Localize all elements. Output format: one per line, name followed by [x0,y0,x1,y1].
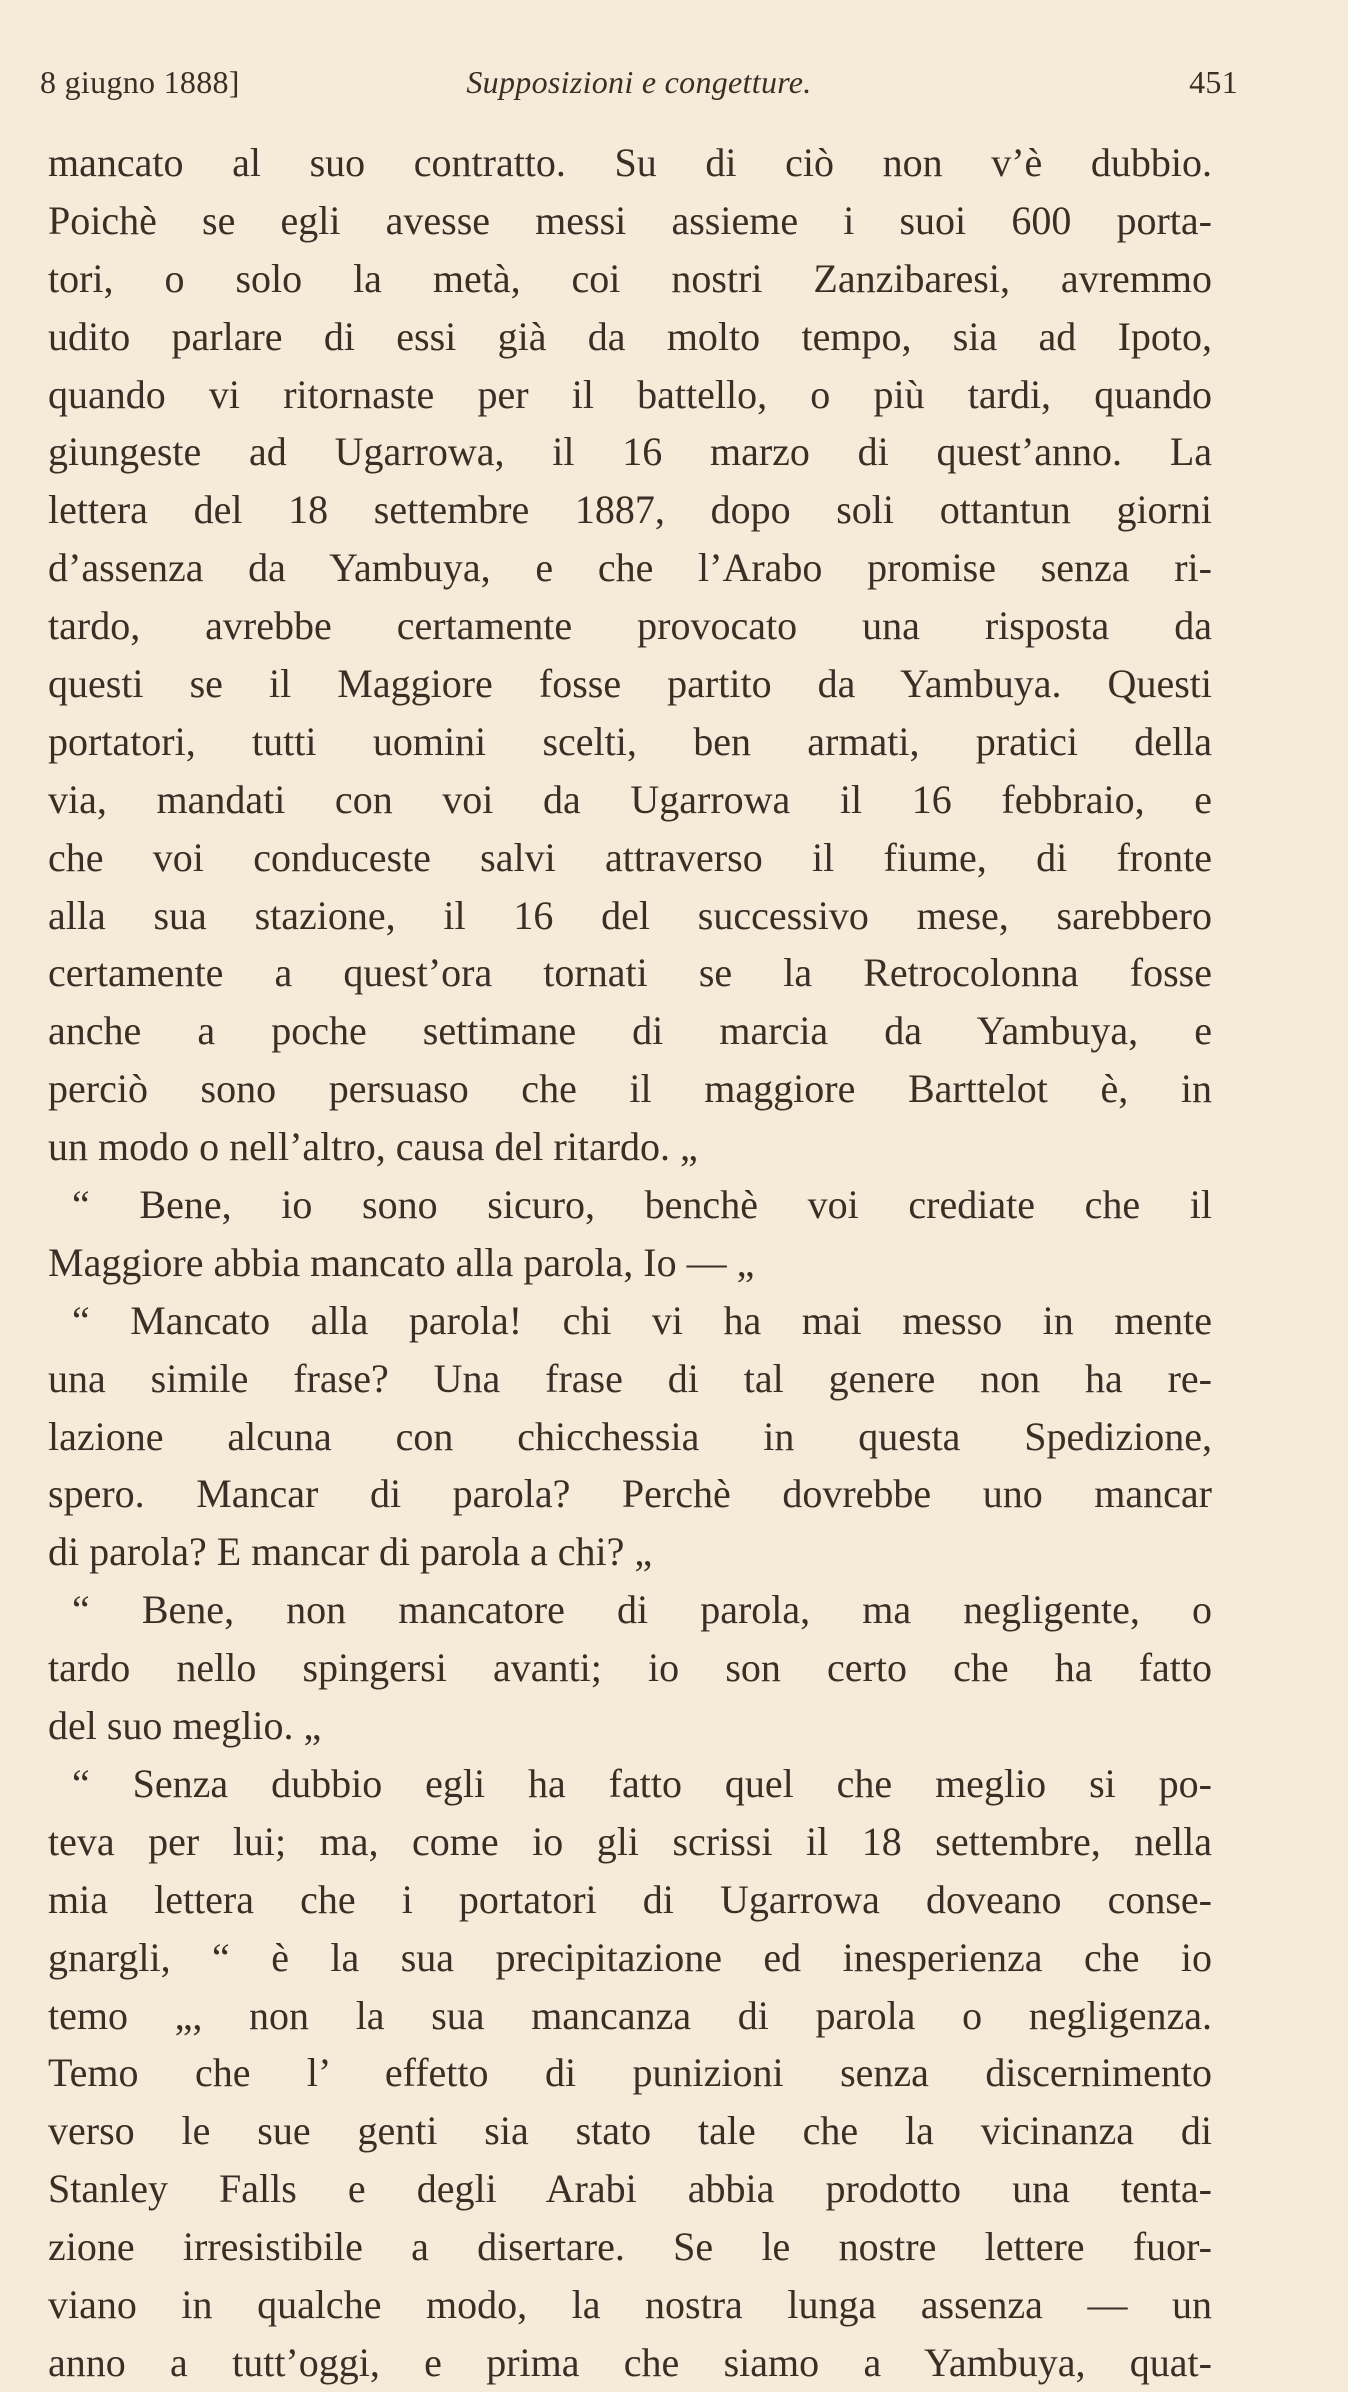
page-number: 451 [1189,64,1238,100]
text-line: mia lettera che i portatori di Ugarrowa doveano conse- [48,1876,1212,1922]
text-line: quando vi ritornaste per il battello, o più tardi, quando [48,371,1212,417]
text-line: viano in qualche modo, la nostra lunga assenza — un [48,2281,1212,2327]
text-line: Stanley Falls e degli Arabi abbia prodotto una tenta- [48,2166,1212,2212]
text-line: tardo, avrebbe certamente provocato una risposta da [48,603,1212,649]
text-line: “ Bene, io sono sicuro, benchè voi crediate che il [72,1182,1212,1228]
header-date: 8 giugno 1888] [40,64,240,100]
text-line: gnargli, “ è la sua precipitazione ed inesperienza che io [48,1934,1212,1980]
text-line: certamente a quest’ora tornati se la Retrocolonna fosse [48,950,1212,996]
text-line: un modo o nell’altro, causa del ritardo. „ [48,1124,698,1170]
text-line: giungeste ad Ugarrowa, il 16 marzo di quest’anno. La [48,429,1212,475]
text-line: spero. Mancar di parola? Perchè dovrebbe uno mancar [48,1471,1212,1517]
text-line: “ Mancato alla parola! chi vi ha mai messo in mente [72,1297,1212,1343]
text-line: tori, o solo la metà, coi nostri Zanzibaresi, avremmo [48,255,1212,301]
text-line: “ Bene, non mancatore di parola, ma negligente, o [72,1587,1212,1633]
text-line: alla sua stazione, il 16 del successivo mese, sarebbero [48,892,1212,938]
text-line: anno a tutt’oggi, e prima che siamo a Yambuya, quat- [48,2339,1212,2385]
text-line: che voi conduceste salvi attraverso il fiume, di fronte [48,834,1212,880]
header-title: Supposizioni e congetture. [466,64,812,100]
text-line: lettera del 18 settembre 1887, dopo soli ottantun giorni [48,487,1212,533]
text-line: udito parlare di essi già da molto tempo, sia ad Ipoto, [48,313,1212,359]
text-line: perciò sono persuaso che il maggiore Barttelot è, in [48,1066,1212,1112]
text-line: Temo che l’ effetto di punizioni senza discernimento [48,2050,1212,2096]
text-line: temo „, non la sua mancanza di parola o negligenza. [48,1992,1212,2038]
text-line: una simile frase? Una frase di tal genere non ha re- [48,1355,1212,1401]
text-line: questi se il Maggiore fosse partito da Yambuya. Questi [48,661,1212,707]
text-line: di parola? E mancar di parola a chi? „ [48,1529,653,1575]
text-line: mancato al suo contratto. Su di ciò non v’è dubbio. [48,140,1212,185]
text-line: lazione alcuna con chicchessia in questa Spedizione, [48,1413,1212,1459]
text-line: tardo nello spingersi avanti; io son certo che ha fatto [48,1645,1212,1691]
text-line: anche a poche settimane di marcia da Yambuya, e [48,1008,1212,1054]
text-line: zione irresistibile a disertare. Se le nostre lettere fuor- [48,2224,1212,2270]
text-line: teva per lui; ma, come io gli scrissi il 18 settembre, nella [48,1818,1212,1864]
text-line: d’assenza da Yambuya, e che l’Arabo promise senza ri- [48,545,1212,591]
body-text [48,134,1212,2392]
text-line: verso le sue genti sia stato tale che la vicinanza di [48,2108,1212,2154]
text-line: “ Senza dubbio egli ha fatto quel che meglio si po- [72,1760,1212,1806]
text-line: via, mandati con voi da Ugarrowa il 16 febbraio, e [48,776,1212,822]
text-line: portatori, tutti uomini scelti, ben armati, pratici della [48,718,1212,764]
running-header [40,64,1238,112]
text-line: Poichè se egli avesse messi assieme i suoi 600 porta- [48,197,1212,243]
text-line: Maggiore abbia mancato alla parola, Io — „ [48,1239,755,1285]
text-line: del suo meglio. „ [48,1703,322,1749]
